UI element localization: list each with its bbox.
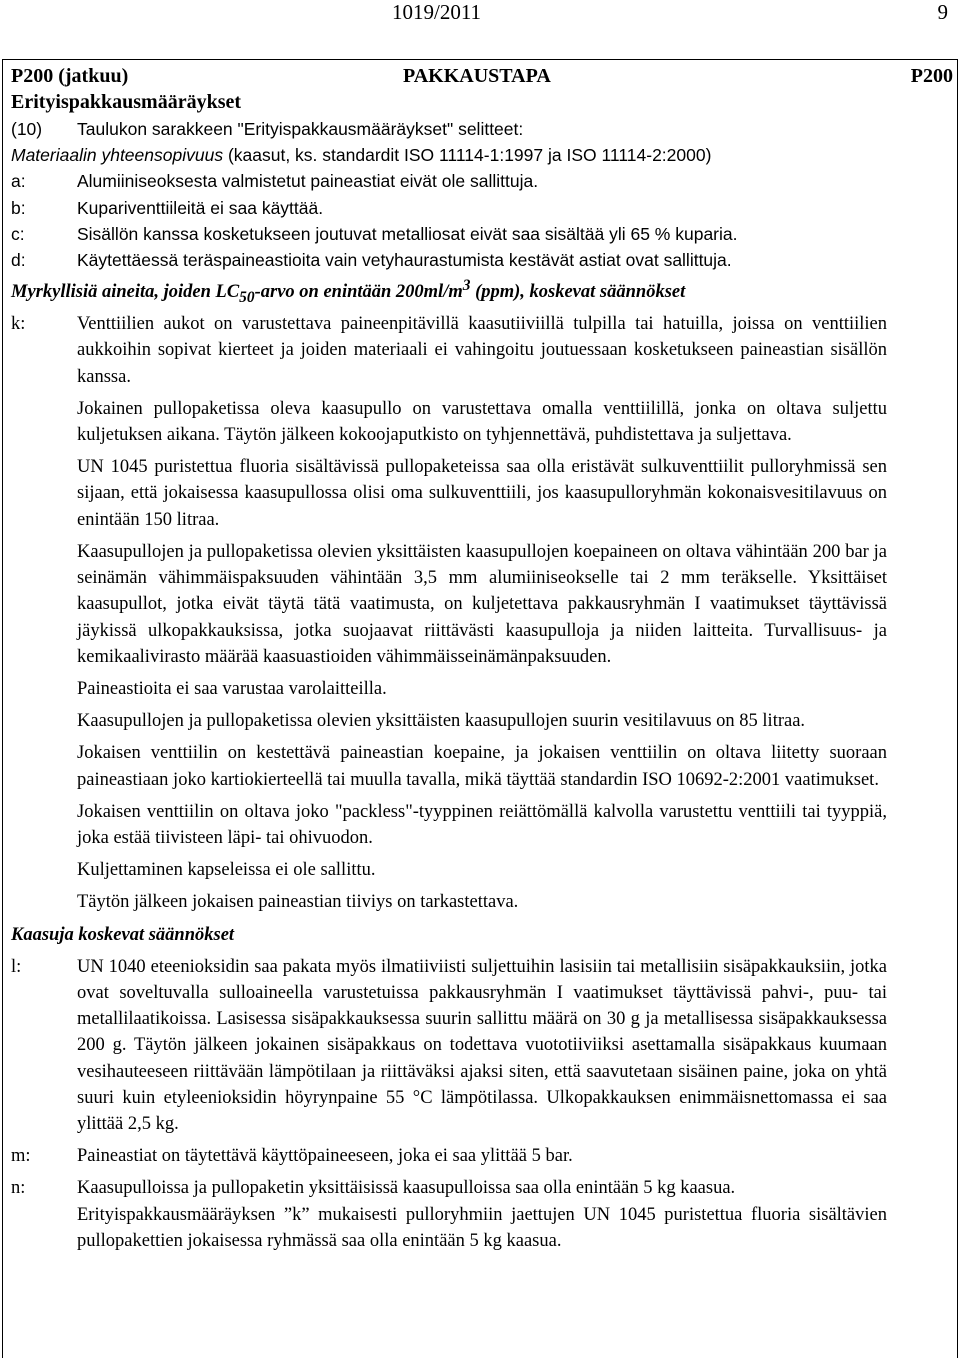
item-label: l: [11, 956, 22, 977]
toxic-paragraph: Kuljettaminen kapseleissa ei ole sallittu. [77, 860, 376, 881]
title-bar [11, 63, 953, 89]
intro-text: Taulukon sarakkeen "Erityispakkausmääräykset" selitteet: [77, 119, 524, 139]
toxic-paragraph: Täytön jälkeen jokaisen paineastian tiiviys on tarkastettava. [77, 892, 519, 913]
toxic-paragraph: Venttiilien aukot on varustettava paineenpitävillä kaasutiiviillä tulpilla tai hatuilla, joissa on venttiilien aukkoihin sopivat kierteet ja joiden materiaali ei vahingoitu joutuessaan kosketukseen paineastian sisällön kanssa. [77, 314, 887, 387]
compat-heading: Materiaalin yhteensopivuus [11, 145, 224, 166]
item-label: n: [11, 1178, 26, 1199]
gas-item-n [11, 1175, 953, 1201]
item-label: k: [11, 314, 26, 335]
item-text: Kupariventtiileitä ei saa käyttää. [77, 197, 324, 218]
toxic-heading [11, 273, 953, 311]
subtitle: Erityispakkausmääräykset [11, 91, 242, 113]
document-reference: 1019/2011 [392, 0, 482, 24]
toxic-paragraph: Kaasupullojen ja pullopaketissa olevien yksittäisten kaasupullojen suurin vesitilavuus on 85 litraa. [77, 711, 806, 732]
item-label: b: [11, 197, 26, 218]
compat-heading-rest: (kaasut, ks. standardit ISO 11114-1:1997 ja ISO 11114-2:2000) [223, 145, 712, 166]
item-text: Käytettäessä teräspaineastioita vain vetyhaurastumista kestävät astiat ovat sallittuja. [77, 250, 732, 271]
page-number: 9 [937, 0, 948, 24]
compat-item-d [11, 247, 953, 273]
toxic-heading-b: -arvo on enintään 200ml/m [254, 282, 463, 303]
compat-item-c [11, 221, 953, 247]
page-header [0, 0, 960, 26]
toxic-heading-c: (ppm), koskevat säännökset [470, 282, 686, 303]
compat-heading-row [11, 142, 953, 168]
toxic-paragraph: Jokainen pullopaketissa oleva kaasupullo on varustettava omalla venttiilillä, jonka on oltava suljettu kuljetuksen aikana. Täytön jälkeen kokoojaputkisto on tyhjennettävä, puhdistettava ja suljettava. [77, 398, 887, 446]
packing-instruction-box [2, 59, 958, 1358]
toxic-paragraph: Jokaisen venttiilin on kestettävä paineastian koepaine, ja jokaisen venttiilin on oltava liitetty suoraan paineastiaan joko kartiokierteellä tai muulla tavalla, mikä täyttää standardin ISO 10692-2:2001 vaatimukset. [77, 743, 887, 790]
item-label: a: [11, 171, 26, 192]
toxic-paragraph: Kaasupullojen ja pullopaketissa olevien yksittäisten kaasupullojen koepaineen on oltava vähintään 200 bar ja seinämän vähimmäispaksuuden vähintään 3,5 mm alumiiniseokselle tai 2 mm teräkselle. Yksittäiset kaasupullot, jotka eivät täytä tätä vaatimusta, on kuljetettava pakkausryhmän I vaatimukset täyttävissä jäykissä ulkopakkauksissa, jotka suojaavat riittävästi kaasupulloja ja niiden laitteita. Turvallisuus- ja kemikaalivirasto määrää kaasuastioiden vähimmäisseinämänpaksuuden. [77, 541, 887, 667]
toxic-heading-sup: 3 [462, 277, 471, 295]
toxic-heading-a: Myrkyllisiä aineita, joiden LC [11, 282, 240, 303]
gases-heading: Kaasuja koskevat säännökset [11, 924, 235, 945]
item-label: d: [11, 250, 26, 271]
item-text: Paineastiat on täytettävä käyttöpaineeseen, joka ei saa ylittää 5 bar. [77, 1146, 573, 1167]
title-center: PAKKAUSTAPA [403, 65, 551, 87]
item-text: UN 1040 eteenioksidin saa pakata myös ilmatiiviisti suljettuihin lasisiin tai metallisiin sisäpakkauksiin, jotka ovat soveltuvalla sulloaineella varustetuissa pakkausryhmän I vaatimukset täyttävissä pahvi-, puu- tai metallilaatikoissa. Lasisessa sisäpakkauksessa suurin sallittu määrä on 30 g ja metallisessa sisäpakkauksessa 200 g. Täytön jälkeen jokainen sisäpakkaus on todettava vuototiiviiksi asettamalla sisäpakkaus kuumaan vesihauteeseen riittävään lämpötilaan ja riittäväksi ajaksi siten, että saavutetaan sisäinen paine, joka on yhtä suuri kuin etyleenioksidin höyrynpaine 55 °C lämpötilassa. Ulkopakkauksen enimmäisnettomassa ei saa ylittää 2,5 kg. [77, 956, 887, 1134]
toxic-item-k [11, 311, 953, 390]
gas-item-l [11, 954, 953, 1137]
title-left: P200 (jatkuu) [11, 65, 129, 87]
title-right: P200 [910, 65, 953, 87]
toxic-heading-sub: 50 [239, 289, 255, 307]
item-text: Alumiiniseoksesta valmistetut paineastiat eivät ole sallittuja. [77, 171, 539, 192]
item-text: Kaasupulloissa ja pullopaketin yksittäisissä kaasupulloissa saa olla enintään 5 kg kaasua. [77, 1178, 736, 1199]
intro-row [11, 116, 953, 142]
item-label: c: [11, 223, 25, 244]
compat-item-a [11, 168, 953, 194]
toxic-paragraph: UN 1045 puristettua fluoria sisältävissä pullopaketeissa saa olla eristävät sulkuventtiilit pulloryhmissä sen sijaan, että jokaisessa kaasupullossa olisi oma sulkuventtiili, jos kaasupulloryhmän kokonaisvesitilavuus on enintään 150 litraa. [77, 457, 887, 530]
box-content [11, 63, 953, 1254]
gas-item-n-continuation: Erityispakkausmääräyksen ”k” mukaisesti pulloryhmiin jaettujen UN 1045 puristettua fluoria sisältävien pullopakettien jokaisessa ryhmässä saa olla enintään 5 kg kaasua. [77, 1204, 887, 1251]
toxic-paragraph: Jokaisen venttiilin on oltava joko "packless"-tyyppinen reiättömällä kalvolla varustettu venttiili tai tyyppiä, joka estää tiivisteen läpi- tai ohivuodon. [77, 801, 887, 848]
toxic-paragraph: Paineastioita ei saa varustaa varolaitteilla. [77, 678, 387, 699]
item-text: Sisällön kanssa kosketukseen joutuvat metalliosat eivät saa sisältää yli 65 % kuparia. [77, 223, 738, 244]
item-label: m: [11, 1146, 31, 1167]
gas-item-m [11, 1143, 953, 1169]
compat-item-b [11, 195, 953, 221]
intro-label: (10) [11, 119, 43, 139]
